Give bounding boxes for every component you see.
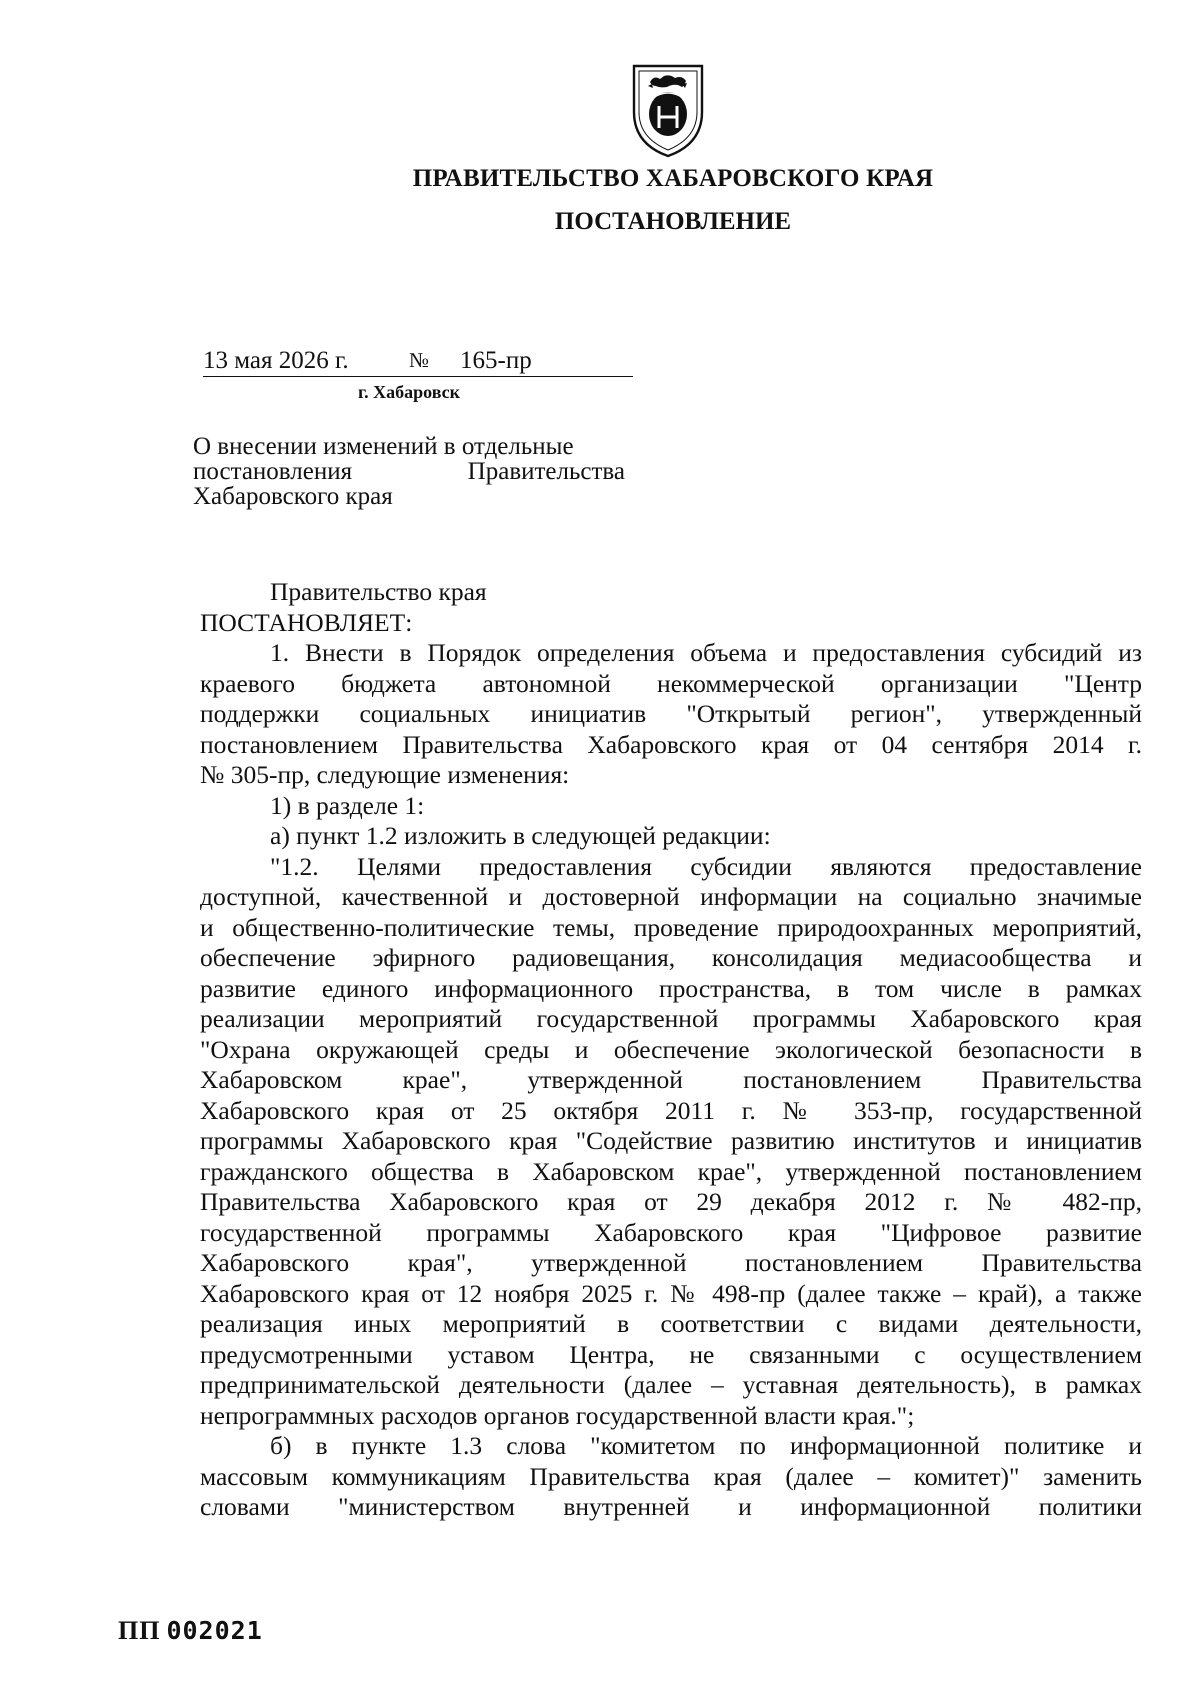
body-line: реализации мероприятий государственной программы Хабаровского края — [200, 1004, 1142, 1033]
body-line: развитие единого информационного пространства, в том числе в рамках — [200, 973, 1142, 1003]
document-code — [118, 1616, 263, 1646]
body-line: Хабаровском крае", утвержденной постановлением Правительства — [200, 1065, 1142, 1094]
body-line: Правительства Хабаровского края от 29 декабря 2012 г. № 482-пр, — [200, 1187, 1142, 1216]
body-line: "Охрана окружающей среды и обеспечение экологической безопасности в — [200, 1034, 1142, 1064]
body-line: 1) в разделе 1: — [270, 790, 425, 820]
subject-line — [193, 459, 625, 484]
body-line: обеспечение эфирного радиовещания, консолидация медиасообщества и — [200, 943, 1142, 972]
document-type-heading: ПОСТАНОВЛЕНИЕ — [554, 208, 792, 235]
document-date: 13 мая 2026 г. — [203, 347, 349, 374]
date-number-line — [203, 345, 633, 377]
number-sign: № — [409, 348, 430, 372]
document-code-number: 002021 — [166, 1616, 263, 1645]
subject-line: О внесении изменений в отдельные — [193, 433, 574, 460]
body-line: предпринимательской деятельности (далее – уставная деятельность), в рамках — [200, 1370, 1142, 1399]
body-line: словами "министерством внутренней и информационной политики — [200, 1492, 1142, 1521]
body-line: Хабаровского края от 25 октября 2011 г. № 353-пр, государственной — [200, 1095, 1142, 1125]
body-line: б) в пункте 1.3 слова "комитетом по информационной политике и — [270, 1431, 1142, 1460]
body-line: программы Хабаровского края "Содействие развитию институтов и инициатив — [200, 1126, 1142, 1155]
body-line: краевого бюджета автономной некоммерческой организации "Центр — [200, 668, 1142, 698]
body-line: Хабаровского края", утвержденной постановлением Правительства — [200, 1248, 1142, 1277]
body-line: № 305-пр, следующие изменения: — [200, 760, 570, 789]
body-line: реализация иных мероприятий в соответствии с видами деятельности, — [200, 1309, 1142, 1338]
document-number: 165-пр — [460, 347, 532, 374]
document-city: г. Хабаровск — [358, 382, 461, 402]
document-body — [200, 577, 1142, 1523]
body-line: "1.2. Целями предоставления субсидии являются предоставление — [270, 851, 1142, 881]
body-line: непрограммных расходов органов государственной власти края."; — [200, 1400, 915, 1430]
khabarovsk-coat-of-arms-icon — [628, 60, 708, 160]
body-line: и общественно-политические темы, проведение природоохранных мероприятий, — [200, 912, 1142, 942]
body-line: Хабаровского края от 12 ноября 2025 г. № 498-пр (далее также – край), а также — [200, 1278, 1142, 1308]
intro-decrees: ПОСТАНОВЛЯЕТ: — [200, 607, 413, 637]
document-code-prefix: ПП — [118, 1616, 161, 1645]
body-line: 1. Внести в Порядок определения объема и предоставления субсидий из — [270, 638, 1142, 667]
subject-word: Правительства — [467, 458, 625, 485]
body-line: государственной программы Хабаровского края "Цифровое развитие — [200, 1217, 1142, 1247]
subject-line: Хабаровского края — [193, 483, 393, 510]
body-line: постановлением Правительства Хабаровского края от 04 сентября 2014 г. — [200, 729, 1142, 759]
body-line: поддержки социальных инициатив "Открытый регион", утвержденный — [200, 699, 1142, 728]
body-line: массовым коммуникациям Правительства края (далее – комитет)" заменить — [200, 1461, 1142, 1491]
body-line: доступной, качественной и достоверной информации на социально значимые — [200, 882, 1142, 911]
body-line: предусмотренными уставом Центра, не связанными с осуществлением — [200, 1339, 1142, 1369]
document-subject — [193, 434, 625, 509]
body-line: гражданского общества в Хабаровском крае", утвержденной постановлением — [200, 1156, 1142, 1186]
intro-government: Правительство края — [270, 577, 487, 606]
government-name-heading: ПРАВИТЕЛЬСТВО ХАБАРОВСКОГО КРАЯ — [412, 165, 934, 192]
body-line: а) пункт 1.2 изложить в следующей редакции: — [270, 821, 771, 850]
subject-word: постановления — [193, 458, 353, 485]
